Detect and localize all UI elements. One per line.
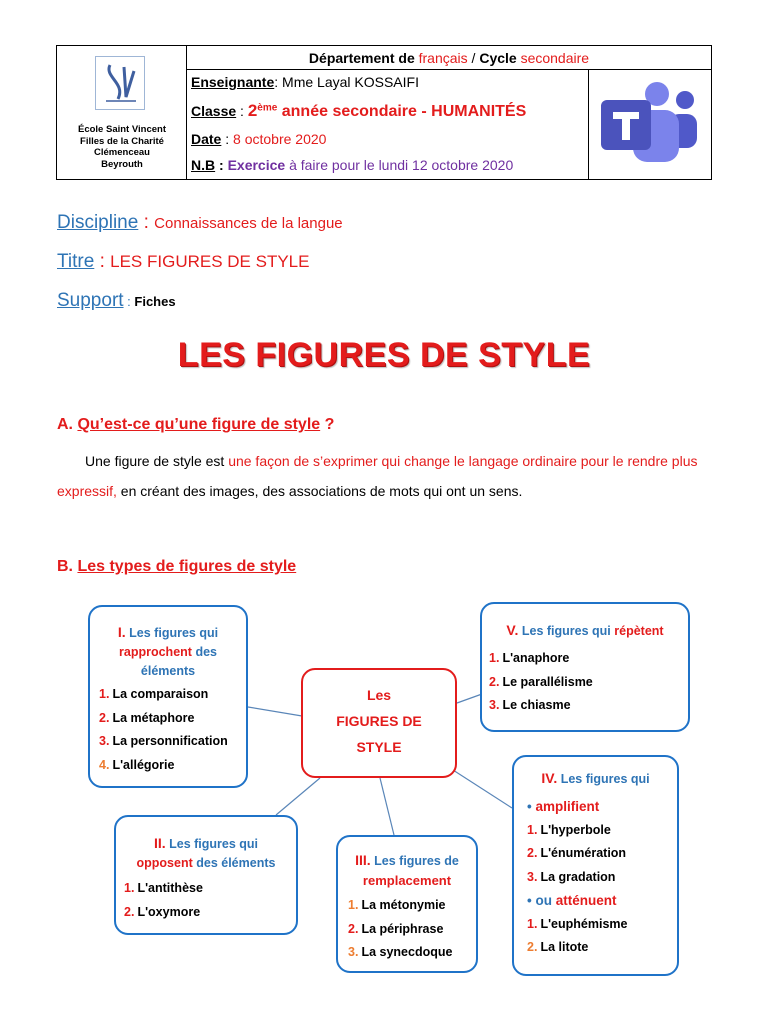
group-remplacement (336, 835, 478, 973)
nb-value: à faire pour le lundi 12 octobre 2020 (285, 157, 514, 173)
section-b-letter: B. (57, 558, 73, 575)
teacher-label: Enseignante (191, 74, 275, 90)
date-colon: : (221, 131, 234, 147)
group-keyword: opposent (136, 856, 193, 870)
section-a-heading: Qu’est-ce qu’une figure de style (77, 416, 321, 433)
school-line: Clémenceau (94, 147, 150, 158)
group-numeral: V. (506, 622, 519, 638)
list-item: 1. L'antithèse (124, 881, 203, 895)
cycle-label: Cycle (479, 50, 517, 66)
group-keyword: répètent (614, 624, 664, 638)
section-a-letter: A. (57, 416, 73, 433)
definition-end: en créant des images, des associations de mots qui ont un sens. (116, 483, 523, 499)
list-item: 3. La synecdoque (348, 945, 453, 959)
school-line: Filles de la Charité (80, 135, 164, 147)
support-label: Support (57, 290, 124, 311)
titre-label: Titre (57, 251, 95, 272)
list-item: 2. L'énumération (527, 846, 627, 860)
class-label: Classe (191, 103, 237, 119)
nb-label: N.B (191, 157, 216, 173)
bullet: • (527, 893, 532, 908)
title-line: Titre : LES FIGURES DE STYLE (57, 251, 310, 272)
bullet: • (527, 799, 532, 814)
nb-colon: : (215, 157, 228, 173)
group-keyword: amplifient (535, 799, 600, 814)
definition-highlight: une façon de s’exprimer qui change le langage ordinaire pour le rendre plus expressif, (57, 453, 698, 499)
list-item: 2. Le parallélisme (489, 674, 593, 689)
section-b-heading: Les types de figures de style (77, 558, 297, 575)
group-heading: Les figures qui (560, 772, 650, 786)
group-opposent (114, 815, 298, 935)
center-line: STYLE (356, 739, 402, 755)
group-heading: des (195, 645, 217, 659)
titre-value: LES FIGURES DE STYLE (110, 252, 310, 271)
subgroup-heading (527, 889, 677, 913)
group-heading: Les figures qui (521, 624, 611, 638)
nb-exercise: Exercice (227, 157, 286, 173)
group-numeral: IV. (541, 770, 558, 786)
class-number: 2 (247, 101, 258, 120)
group-heading: des éléments (196, 856, 276, 870)
class-value: année secondaire - HUMANITÉS (277, 103, 527, 120)
list-item: 2. L'oxymore (124, 904, 201, 919)
list-item: 2. La litote (527, 940, 589, 954)
discipline-label: Discipline (57, 212, 139, 233)
list-item: 3. La personnification (99, 734, 228, 748)
list-item: 3. La gradation (527, 869, 616, 884)
list-item: 3. Le chiasme (489, 698, 571, 712)
group-amplifient-attenuent (512, 755, 679, 976)
school-line: Beyrouth (101, 158, 143, 170)
list-item: 1. La métonymie (348, 898, 446, 912)
group-heading: Les figures qui (169, 837, 259, 851)
group-numeral: II. (153, 835, 166, 851)
class-colon: : (236, 103, 248, 119)
support-line: Support : Fiches (57, 290, 176, 311)
list-item: 2. La périphrase (348, 921, 444, 936)
group-heading: éléments (140, 664, 196, 678)
discipline-line: Discipline : Connaissances de la langue (57, 212, 343, 233)
date-label: Date (191, 131, 222, 147)
list-item: 1. L'anaphore (489, 651, 570, 665)
list-item: 4. L'allégorie (99, 757, 175, 772)
mindmap-center (301, 668, 457, 778)
discipline-value: Connaissances de la langue (154, 215, 343, 232)
or-label: ou (535, 893, 552, 908)
list-item: 2. La métaphore (99, 710, 195, 725)
list-item: 1. L'euphémisme (527, 916, 628, 931)
cycle-value: secondaire (520, 50, 590, 66)
school-line: École Saint Vincent (78, 124, 166, 135)
date-value: 8 octobre 2020 (233, 131, 327, 147)
dept-subject: français (418, 50, 468, 66)
group-numeral: III. (355, 852, 371, 868)
main-title: LES FIGURES DE STYLE (177, 336, 591, 374)
section-a-qmark: ? (324, 416, 335, 433)
group-keyword: rapprochent (119, 645, 192, 659)
center-line: Les (366, 687, 392, 703)
subgroup-heading (527, 795, 677, 819)
group-keyword: remplacement (362, 873, 452, 888)
class-sup: ème (257, 102, 278, 114)
group-heading: Les figures de (374, 854, 459, 868)
center-line: FIGURES DE (336, 713, 422, 729)
group-heading: Les figures qui (129, 626, 219, 640)
group-rapprochent (88, 605, 248, 788)
group-keyword: atténuent (555, 893, 617, 908)
list-item: 1. L'hyperbole (527, 822, 611, 837)
group-numeral: I. (117, 624, 126, 640)
support-value: Fiches (134, 294, 176, 309)
group-repetent (480, 602, 690, 732)
list-item: 1. La comparaison (99, 687, 209, 701)
teacher-value: : Mme Layal KOSSAIFI (274, 74, 419, 90)
dept-label: Département de (308, 50, 415, 66)
dept-sep: / (471, 50, 476, 66)
definition-start: Une figure de style est (85, 453, 229, 469)
